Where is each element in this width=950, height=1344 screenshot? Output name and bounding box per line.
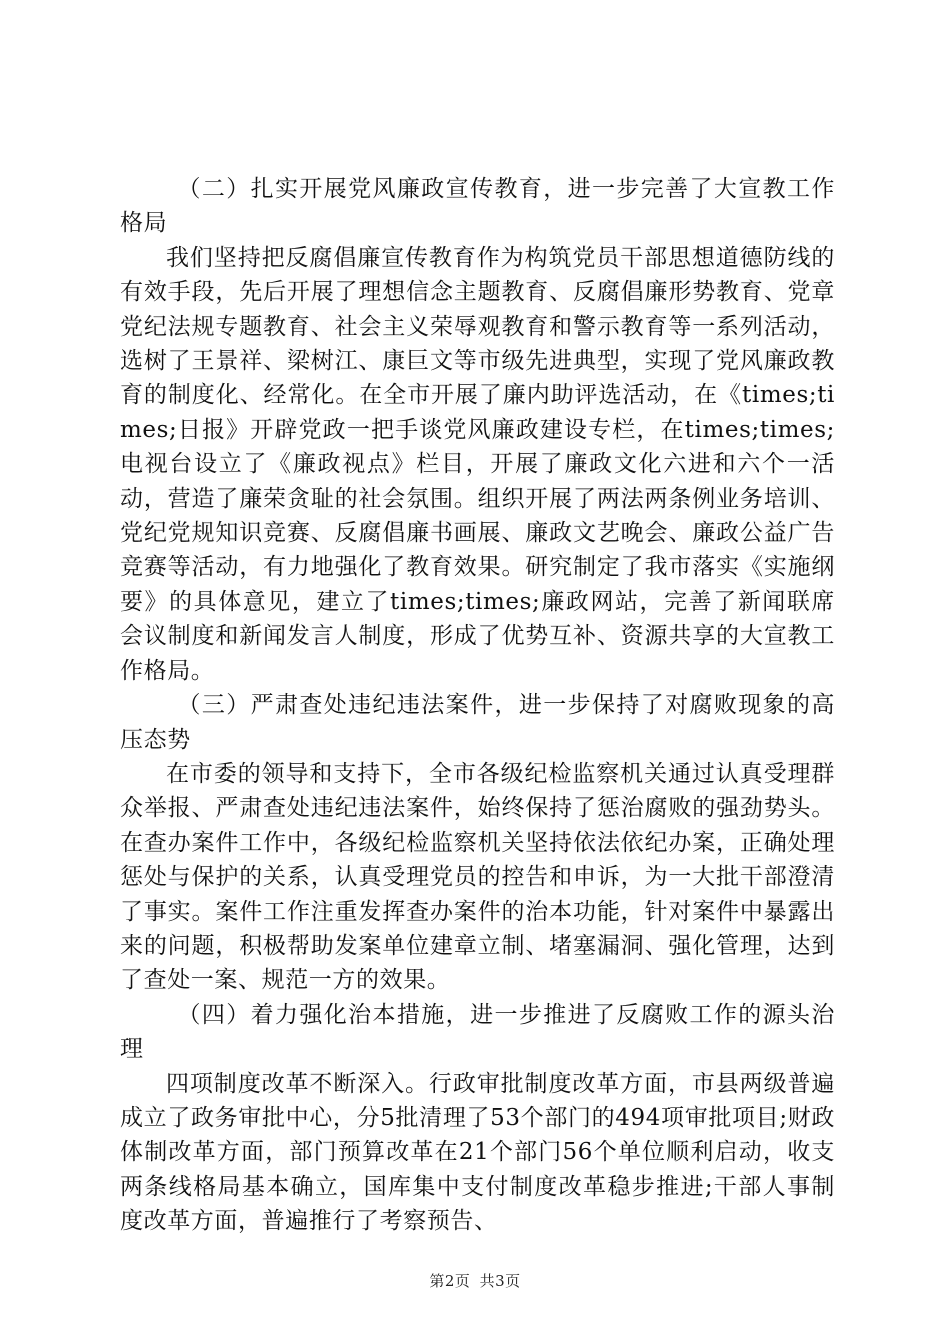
- section-heading-4: （四）着力强化治本措施，进一步推进了反腐败工作的源头治理: [120, 1001, 835, 1063]
- section-heading-2: （二）扎实开展党风廉政宣传教育，进一步完善了大宣教工作格局: [120, 176, 835, 237]
- page-total: 共3页: [479, 1272, 521, 1290]
- page-footer: [0, 1270, 950, 1291]
- section-heading-3: （三）严肃查处违纪违法案件，进一步保持了对腐败现象的高压态势: [120, 692, 835, 753]
- document-body: [120, 172, 835, 1239]
- body-paragraph-reform: 四项制度改革不断深入。行政审批制度改革方面，市县两级普遍成立了政务审批中心，分5批清理了53个部门的494项审批项目;财政体制改革方面，部门预算改革在21个部门56个单位顺利启动，收支两条线格局基本确立，国库集中支付制度改革稳步推进;干部人事制度改革方面，普遍推行了考察预告、: [120, 1070, 835, 1235]
- body-paragraph-cases: 在市委的领导和支持下，全市各级纪检监察机关通过认真受理群众举报、严肃查处违纪违法案件，始终保持了惩治腐败的强劲势头。在查办案件工作中，各级纪检监察机关坚持依法依纪办案，正确处理惩处与保护的关系，认真受理党员的控告和申诉，为一大批干部澄清了事实。案件工作注重发挥查办案件的治本功能，针对案件中暴露出来的问题，积极帮助发案单位建章立制、堵塞漏洞、强化管理，达到了查处一案、规范一方的效果。: [120, 760, 835, 994]
- page-number: 第2页: [429, 1272, 471, 1290]
- body-paragraph-propaganda: 我们坚持把反腐倡廉宣传教育作为构筑党员干部思想道德防线的有效手段，先后开展了理想信念主题教育、反腐倡廉形势教育、党章党纪法规专题教育、社会主义荣辱观教育和警示教育等一系列活动，选树了王景祥、梁树江、康巨文等市级先进典型，实现了党风廉政教育的制度化、经常化。在全市开展了廉内助评选活动，在《times;times;日报》开辟党政一把手谈党风廉政建设专栏，在times;times;电视台设立了《廉政视点》栏目，开展了廉政文化六进和六个一活动，营造了廉荣贪耻的社会氛围。组织开展了两法两条例业务培训、党纪党规知识竞赛、反腐倡廉书画展、廉政文艺晚会、廉政公益广告竞赛等活动，有力地强化了教育效果。研究制定了我市落实《实施纲要》的具体意见，建立了times;times;廉政网站，完善了新闻联席会议制度和新闻发言人制度，形成了优势互补、资源共享的大宣教工作格局。: [120, 244, 835, 684]
